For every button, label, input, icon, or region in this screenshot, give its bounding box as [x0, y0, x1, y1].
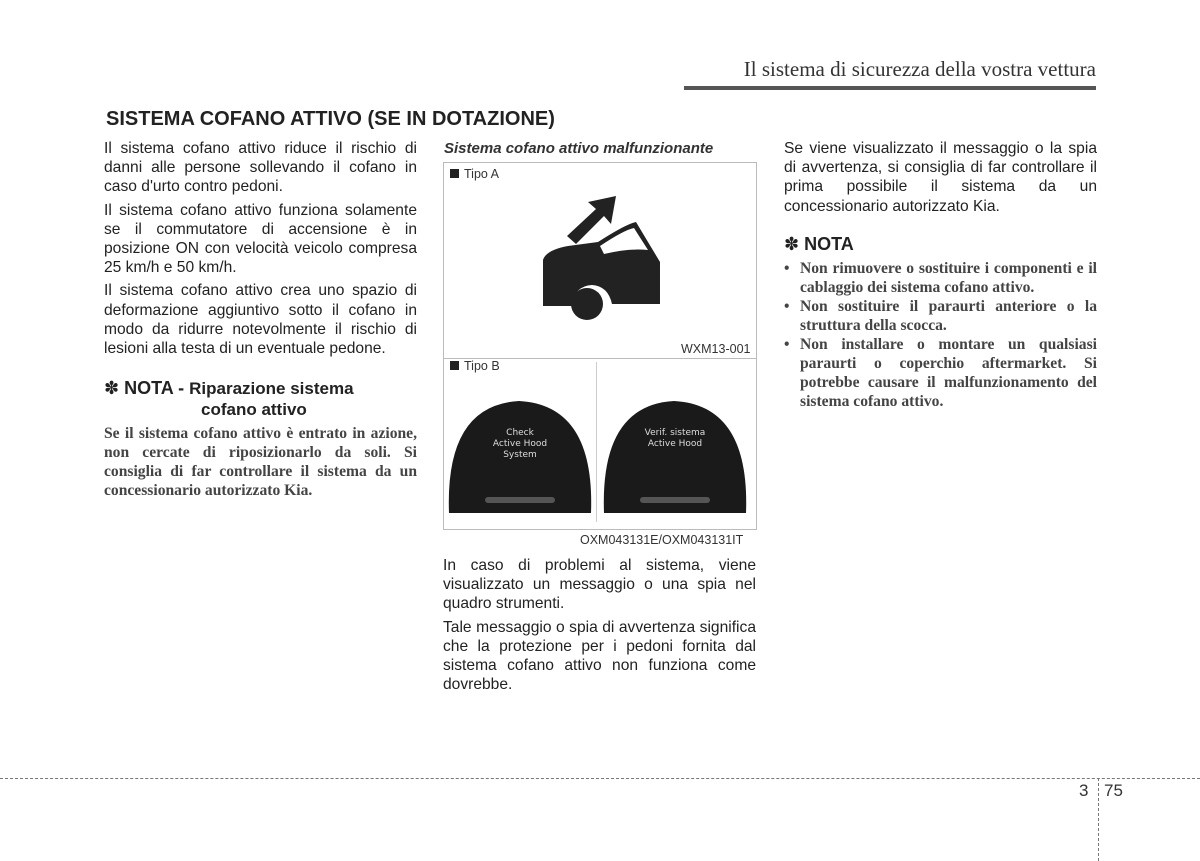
paragraph: Se viene visualizzato il messaggio o la spia di avvertenza, si consiglia di far controllare il prima possibile il sistema da un concessionario autorizzato Kia.	[784, 140, 1097, 215]
running-header: Il sistema di sicurezza della vostra vettura	[743, 57, 1096, 81]
nota-symbol-icon: ✽	[784, 233, 800, 254]
display-line: Active Hood	[647, 439, 703, 449]
figure-divider	[596, 362, 597, 522]
display-line: System	[503, 450, 537, 460]
display-line: Active Hood	[492, 439, 548, 449]
footer-vertical-divider	[1098, 778, 1099, 861]
list-item: • Non sostituire il paraurti anteriore o la struttura della scocca.	[784, 297, 1097, 335]
figure-caption: Sistema cofano attivo malfunzionante	[444, 140, 714, 157]
nota-bullet-list	[784, 259, 1097, 411]
nota-label: NOTA	[804, 233, 854, 254]
header-rule	[684, 86, 1096, 90]
figure-a-code: WXM13-001	[681, 342, 751, 356]
tipo-b-text: Tipo B	[464, 359, 500, 373]
paragraph: Il sistema cofano attivo funziona solamente se il commutatore di accensione è in posizione ON con velocità veicolo compresa 25 km/h e 50 km/h.	[104, 201, 417, 277]
paragraph: Tale messaggio o spia di avvertenza significa che la protezione per i pedoni fornita dal sistema cofano attivo non funziona come dovrebbe.	[443, 618, 756, 694]
nota-title-line1: Riparazione sistema	[189, 379, 354, 399]
section-title: SISTEMA COFANO ATTIVO (SE IN DOTAZIONE)	[106, 108, 555, 130]
list-item: • Non rimuovere o sostituire i componenti e il cablaggio dei sistema cofano attivo.	[784, 259, 1097, 297]
footer-divider	[0, 778, 1200, 779]
chapter-number: 3	[1079, 781, 1089, 800]
paragraph: Il sistema cofano attivo riduce il rischio di danni alle persone sollevando il cofano in caso d'urto contro pedoni.	[104, 140, 417, 196]
tipo-a-label	[450, 167, 499, 181]
figure-b-code: OXM043131E/OXM043131IT	[580, 533, 744, 547]
nota-text: Se il sistema cofano attivo è entrato in azione, non cercate di riposizionarlo da soli. Si consiglia di far controllare il sistema da un concessionario autorizzato Kia.	[104, 425, 417, 500]
nota-label: NOTA -	[124, 378, 185, 399]
cluster-display-right	[600, 395, 750, 515]
active-hood-warning-icon	[538, 188, 668, 323]
paragraph: In caso di problemi al sistema, viene visualizzato un messaggio o una spia nel quadro strumenti.	[443, 557, 756, 613]
paragraph: Il sistema cofano attivo crea uno spazio di deformazione aggiuntivo sotto il cofano in modo da ridurre notevolmente il rischio di lesioni alla testa di un eventuale pedone.	[104, 282, 417, 358]
display-line: Check	[506, 428, 534, 438]
tipo-b-label	[450, 359, 500, 373]
column-2-text	[443, 556, 756, 698]
list-item: • Non installare o montare un qualsiasi paraurti o coperchio aftermarket. Si potrebbe causare il malfunzionamento del sistema cofano attivo.	[784, 335, 1097, 411]
cluster-display-left	[445, 395, 595, 515]
nota-heading	[784, 234, 1097, 255]
display-line: Verif. sistema	[644, 428, 706, 438]
tipo-a-text: Tipo A	[464, 167, 499, 181]
square-bullet-icon	[450, 361, 459, 370]
nota-symbol-icon: ✽	[104, 378, 120, 399]
nota-heading	[104, 378, 417, 420]
square-bullet-icon	[450, 169, 459, 178]
column-1	[104, 139, 417, 500]
nota-title-line2: cofano attivo	[201, 400, 307, 420]
page-number: 75	[1104, 781, 1123, 800]
column-3	[784, 139, 1097, 411]
